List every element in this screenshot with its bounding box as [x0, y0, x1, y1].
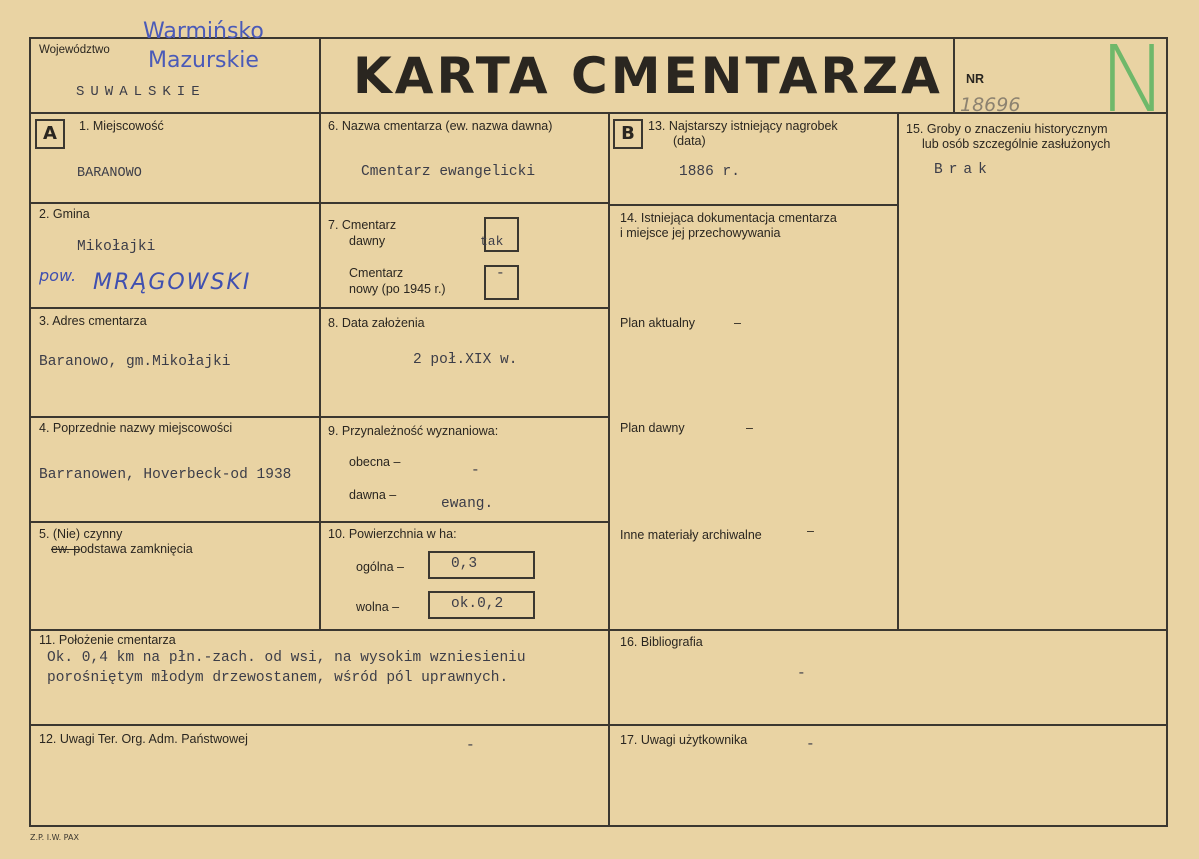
field-12-value: - [466, 738, 475, 754]
field-7-label: 7. Cmentarz [328, 218, 397, 232]
field-11-value-line1: Ok. 0,4 km na płn.-zach. od wsi, na wysokim wzniesieniu [47, 650, 526, 666]
field-15-value: Brak [934, 162, 993, 178]
field-9-former-value: ewang. [441, 496, 494, 512]
field-14-label: 14. Istniejąca dokumentacja cmentarza [620, 211, 837, 225]
field-8-value: 2 poł.XIX w. [413, 352, 518, 368]
field-6-value: Cmentarz ewangelicki [361, 164, 536, 180]
field-14-sublabel: i miejsce jej przechowywania [620, 226, 781, 240]
plan-current-value: – [734, 316, 741, 330]
field-7b-sublabel: nowy (po 1945 r.) [349, 282, 446, 296]
plan-former-label: Plan dawny [620, 421, 685, 435]
field-7b-value: - [496, 266, 505, 282]
field-2-label: 2. Gmina [39, 207, 90, 221]
divider [953, 39, 955, 114]
field-9-current-label: obecna – [349, 455, 401, 469]
field-3-label: 3. Adres cmentarza [39, 314, 147, 328]
field-10-label: 10. Powierzchnia w ha: [328, 527, 457, 541]
field-11-value-line2: porośniętym młodym drzewostanem, wśród pól uprawnych. [47, 670, 509, 686]
field-1-value: BARANOWO [77, 166, 142, 181]
field-10-total-label: ogólna – [356, 560, 404, 574]
divider [319, 39, 321, 631]
region-stamp-line2: Mazurskie [148, 48, 259, 73]
field-6-label: 6. Nazwa cmentarza (ew. nazwa dawna) [328, 119, 553, 133]
divider [610, 204, 899, 206]
field-7b-label: Cmentarz [349, 266, 404, 280]
powiat-value: MRĄGOWSKI [93, 270, 252, 295]
field-10-free-label: wolna – [356, 600, 400, 614]
field-4-value: Barranowen, Hoverbeck-od 1938 [39, 467, 292, 483]
total-area-box [428, 551, 535, 579]
field-15-sublabel: lub osób szczególnie zasłużonych [922, 137, 1111, 151]
field-3-value: Baranowo, gm.Mikołajki [39, 354, 231, 370]
field-4-label: 4. Poprzednie nazwy miejscowości [39, 421, 233, 435]
printer-imprint: Z.P. I.W. PAX [30, 833, 79, 842]
field-8-label: 8. Data założenia [328, 316, 425, 330]
field-17-label: 17. Uwagi użytkownika [620, 733, 748, 747]
field-7-value: tak [480, 234, 504, 249]
archival-value: – [807, 524, 814, 538]
archival-label: Inne materiały archiwalne [620, 528, 762, 542]
field-10-free-value: ok.0,2 [451, 596, 504, 612]
field-17-value: - [806, 737, 815, 753]
field-9-label: 9. Przynależność wyznaniowa: [328, 424, 499, 438]
field-12-label: 12. Uwagi Ter. Org. Adm. Państwowej [39, 732, 248, 746]
field-11-label: 11. Położenie cmentarza [39, 633, 176, 647]
divider [31, 629, 1166, 631]
nr-label: NR [966, 72, 985, 86]
divider [31, 724, 1166, 726]
category-mark: N [1099, 26, 1168, 133]
wojewodztwo-value: SUWALSKIE [76, 84, 206, 100]
field-2-value: Mikołajki [77, 239, 156, 255]
field-1-label: 1. Miejscowość [79, 119, 164, 133]
section-a-marker: A [35, 119, 65, 149]
region-stamp-line1: Warmińsko [143, 19, 264, 44]
field-5-label: 5. (Nie) czynny [39, 527, 123, 541]
struck-text: ew. p [51, 542, 81, 556]
divider [321, 202, 610, 204]
field-9-former-label: dawna – [349, 488, 397, 502]
field-7-sublabel: dawny [349, 234, 386, 248]
divider [31, 202, 321, 204]
field-16-value: - [797, 666, 806, 682]
field-10-total-value: 0,3 [451, 556, 478, 572]
field-9-current-value: - [471, 463, 480, 479]
field-5-sublabel [51, 542, 193, 557]
sublabel-text: odstawa zamknięcia [80, 542, 193, 556]
plan-current-label: Plan aktualny [620, 316, 696, 330]
field-15-label: 15. Groby o znaczeniu historycznym [906, 122, 1108, 136]
field-13-value: 1886 r. [679, 164, 740, 180]
field-13-sublabel: (data) [673, 134, 706, 148]
divider [897, 112, 899, 631]
pow-note: pow. [39, 266, 77, 285]
wojewodztwo-label: Województwo [39, 44, 110, 56]
form-frame [29, 19, 1168, 827]
field-16-label: 16. Bibliografia [620, 635, 703, 649]
divider [608, 112, 610, 827]
field-13-label: 13. Najstarszy istniejący nagrobek [648, 119, 838, 133]
plan-former-value: – [746, 421, 753, 435]
card-title: KARTA CMENTARZA [353, 47, 943, 105]
nr-value: 18696 [960, 94, 1021, 116]
section-b-marker: B [613, 119, 643, 149]
